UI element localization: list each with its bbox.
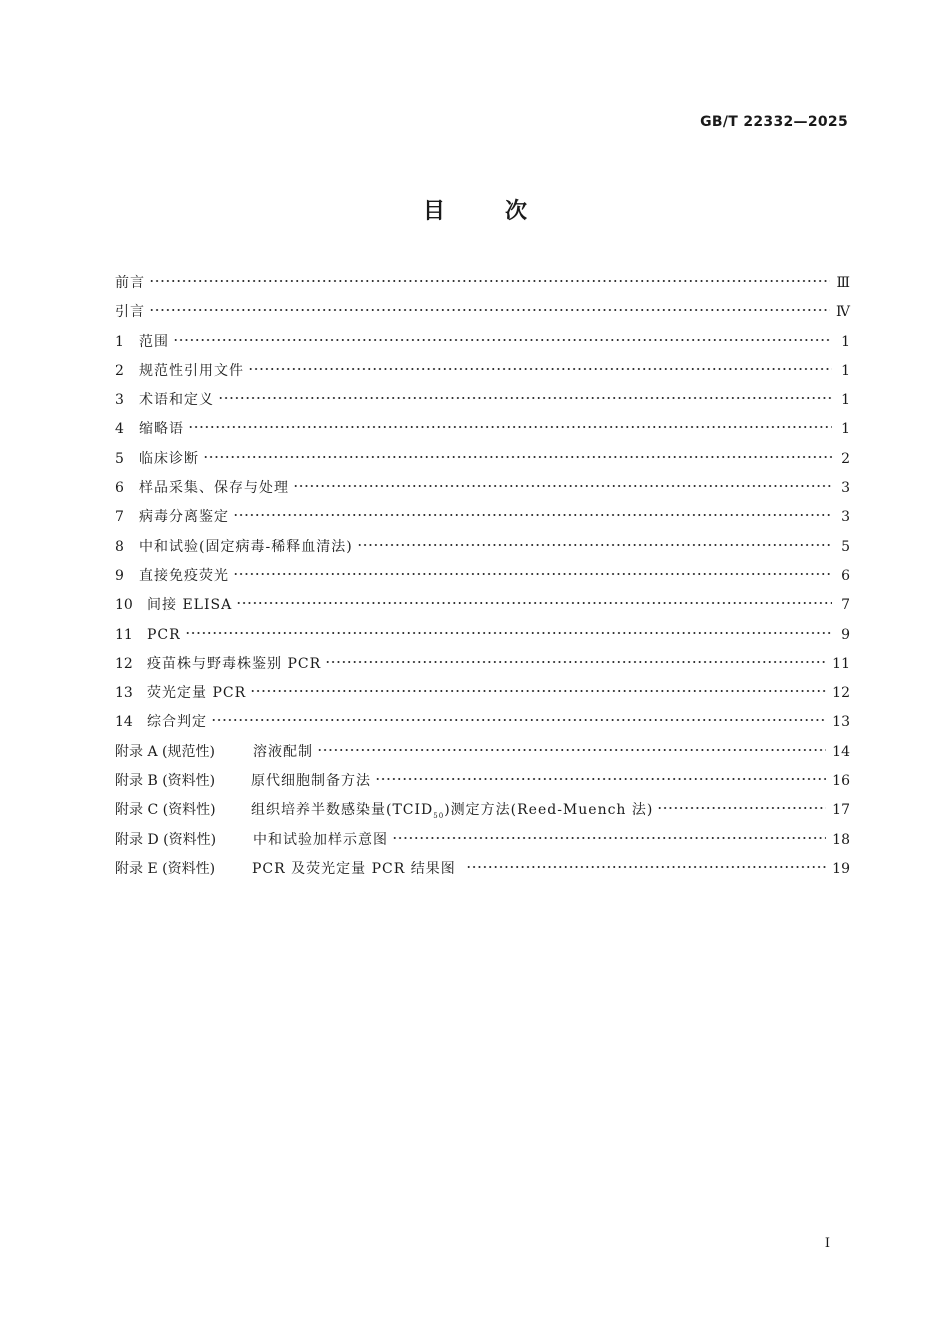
toc-row[interactable] — [115, 830, 850, 859]
toc-leader-dots — [149, 279, 830, 283]
toc-page: Ⅳ — [836, 304, 850, 321]
toc-leader-dots — [236, 601, 832, 605]
toc-leader-dots — [173, 338, 832, 342]
toc-row[interactable] — [115, 566, 850, 595]
toc-number: 8 — [115, 538, 124, 555]
page-number: I — [824, 1236, 830, 1251]
toc-label: 临床诊断 — [139, 450, 199, 467]
toc-number: 3 — [115, 392, 124, 409]
toc-number: 14 — [115, 714, 133, 731]
toc-row[interactable] — [115, 332, 850, 361]
toc-leader-dots — [203, 455, 832, 459]
toc-number: 1 — [115, 333, 124, 350]
toc-row[interactable] — [115, 800, 850, 829]
toc-row[interactable] — [115, 361, 850, 390]
toc-row[interactable] — [115, 625, 850, 654]
toc-number: 附录 C (资料性) — [115, 802, 216, 819]
toc-title-char-1: 目 — [422, 198, 445, 224]
toc-leader-dots — [466, 865, 826, 869]
toc-row[interactable] — [115, 742, 850, 771]
toc-row[interactable] — [115, 771, 850, 800]
toc-row[interactable] — [115, 390, 850, 419]
toc-label — [251, 800, 653, 826]
toc-number: 附录 D (资料性) — [115, 831, 217, 848]
toc-leader-dots — [233, 572, 832, 576]
toc-number: 附录 A (规范性) — [115, 743, 215, 760]
toc-page: 1 — [841, 333, 850, 350]
toc-row[interactable] — [115, 478, 850, 507]
toc-row[interactable] — [115, 859, 850, 888]
toc-label: PCR — [147, 626, 181, 643]
toc-number: 7 — [115, 509, 124, 526]
toc-row[interactable] — [115, 507, 850, 536]
toc-leader-dots — [375, 777, 826, 781]
toc-number: 4 — [115, 421, 124, 438]
toc-label: 综合判定 — [147, 714, 207, 731]
toc-page: 7 — [841, 597, 850, 614]
toc-leader-dots — [293, 484, 832, 488]
toc-label: 术语和定义 — [139, 392, 214, 409]
toc-page: 9 — [841, 626, 850, 643]
toc-number: 附录 B (资料性) — [115, 773, 216, 790]
toc-leader-dots — [357, 543, 832, 547]
toc-number: 10 — [115, 597, 133, 614]
toc-number: 13 — [115, 685, 133, 702]
toc-page: 5 — [841, 538, 850, 555]
toc-page: 1 — [841, 392, 850, 409]
toc-page: 16 — [832, 773, 850, 790]
toc-label: 原代细胞制备方法 — [251, 773, 371, 790]
toc-label-part: 组织培养半数感染量(TCID — [251, 802, 434, 819]
toc-label: 荧光定量 PCR — [147, 685, 247, 702]
toc-row[interactable] — [115, 712, 850, 741]
toc-leader-dots — [211, 718, 826, 722]
toc-label: 间接 ELISA — [147, 597, 233, 614]
toc-leader-dots — [188, 425, 832, 429]
toc-page: 12 — [832, 685, 850, 702]
toc-leader-dots — [250, 689, 826, 693]
toc-page: 3 — [841, 480, 850, 497]
toc-number: 11 — [115, 626, 133, 643]
toc-row[interactable] — [115, 654, 850, 683]
toc-leader-dots — [317, 748, 826, 752]
toc-label-subscript: 50 — [433, 812, 445, 821]
toc-page: Ⅲ — [836, 275, 850, 291]
toc-label: 直接免疫荧光 — [139, 567, 229, 584]
toc-number: 6 — [115, 480, 124, 497]
toc-leader-dots — [325, 660, 826, 664]
toc-row[interactable] — [115, 273, 850, 302]
toc-row[interactable] — [115, 449, 850, 478]
toc-row[interactable] — [115, 302, 850, 331]
toc-label: 疫苗株与野毒株鉴别 PCR — [147, 655, 322, 672]
toc-leader-dots — [185, 631, 832, 635]
toc-leader-dots — [392, 836, 826, 840]
toc-title-char-2: 次 — [505, 198, 528, 224]
toc-label: PCR 及荧光定量 PCR 结果图 — [252, 860, 456, 877]
toc-title — [0, 194, 950, 225]
toc-label: 规范性引用文件 — [139, 362, 244, 379]
toc-page: 17 — [832, 802, 850, 819]
toc-label-part: )测定方法(Reed-Muench 法) — [444, 802, 654, 819]
toc-row[interactable] — [115, 595, 850, 624]
toc-label: 引言 — [115, 304, 145, 321]
toc-label: 范围 — [139, 333, 169, 350]
toc-page: 18 — [832, 831, 850, 848]
toc-number: 12 — [115, 655, 133, 672]
toc-leader-dots — [149, 308, 830, 312]
toc-page: 13 — [832, 714, 850, 731]
toc-leader-dots — [218, 396, 832, 400]
toc-leader-dots — [233, 513, 832, 517]
toc-label: 中和试验加样示意图 — [253, 831, 388, 848]
toc-number: 附录 E (资料性) — [115, 860, 216, 877]
toc-number: 5 — [115, 450, 124, 467]
toc-label: 前言 — [115, 275, 145, 291]
toc-row[interactable] — [115, 419, 850, 448]
toc-label: 溶液配制 — [253, 743, 313, 760]
toc-page: 1 — [841, 362, 850, 379]
toc-page: 11 — [832, 655, 850, 672]
toc-page: 6 — [841, 567, 850, 584]
toc-label: 样品采集、保存与处理 — [139, 480, 289, 497]
toc-leader-dots — [657, 806, 826, 810]
toc-page: 3 — [841, 509, 850, 526]
toc-page: 14 — [832, 743, 850, 760]
toc-page: 19 — [832, 860, 850, 877]
table-of-contents — [115, 273, 850, 888]
toc-number: 2 — [115, 362, 124, 379]
toc-label: 缩略语 — [139, 421, 184, 438]
toc-row[interactable] — [115, 683, 850, 712]
toc-label: 病毒分离鉴定 — [139, 509, 229, 526]
toc-page: 2 — [841, 450, 850, 467]
toc-number: 9 — [115, 567, 124, 584]
toc-page: 1 — [841, 421, 850, 438]
toc-label: 中和试验(固定病毒-稀释血清法) — [139, 538, 353, 555]
toc-leader-dots — [248, 367, 832, 371]
standard-number: GB/T 22332—2025 — [700, 114, 848, 130]
toc-row[interactable] — [115, 537, 850, 566]
